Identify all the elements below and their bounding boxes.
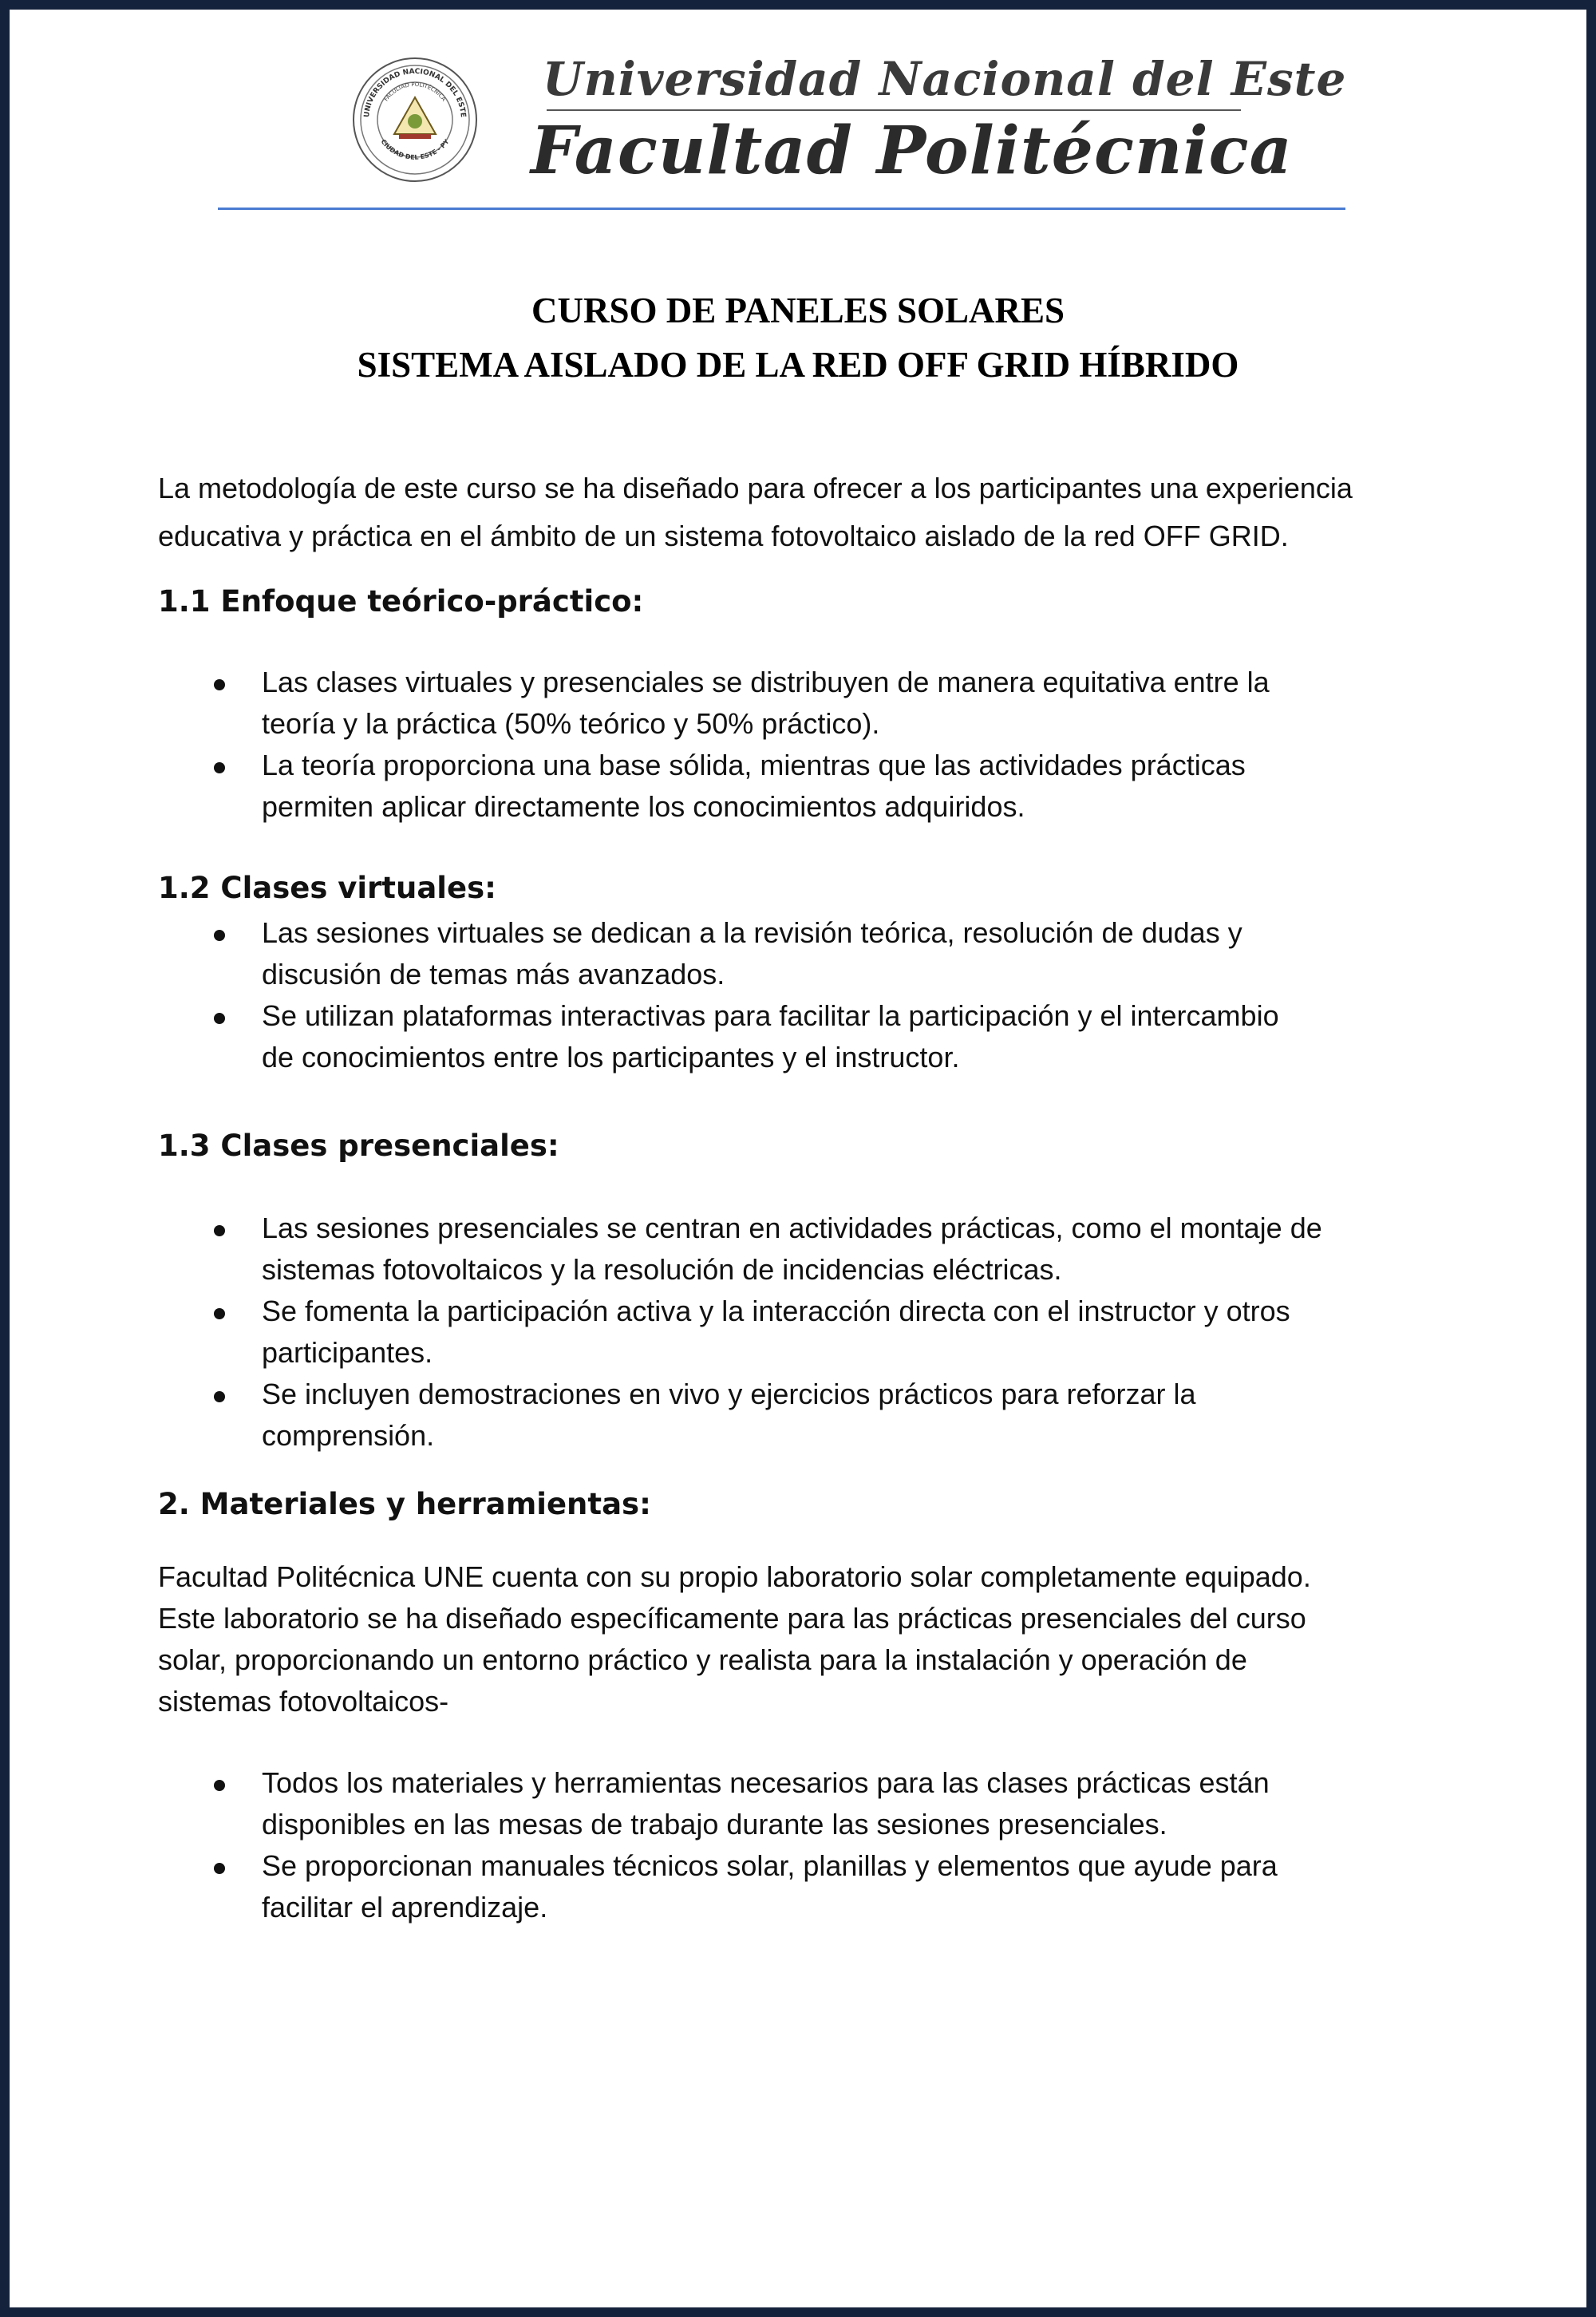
- section-1-1-list: [158, 662, 1403, 828]
- section-heading-1-3: 1.3 Clases presenciales:: [158, 1129, 559, 1163]
- section-heading-2: 2. Materiales y herramientas:: [158, 1487, 651, 1521]
- faculty-name: Facultad Politécnica: [531, 113, 1293, 189]
- list-item: Las sesiones presenciales se centran en actividades prácticas, como el montaje de sistemas fotovoltaicos y la resolución de incidencias eléctricas.: [158, 1208, 1403, 1291]
- intro-line: educativa y práctica en el ámbito de un sistema fotovoltaico aislado de la red OFF GRID.: [158, 520, 1289, 552]
- list-item: Se incluyen demostraciones en vivo y ejercicios prácticos para reforzar la comprensión.: [158, 1374, 1403, 1457]
- document-title: [0, 283, 1596, 392]
- section-heading-1-1: 1.1 Enfoque teórico-práctico:: [158, 584, 644, 619]
- bullet-icon: [214, 930, 225, 941]
- letterhead: [351, 52, 1347, 192]
- list-item: Se proporcionan manuales técnicos solar, planillas y elementos que ayude para facilitar el aprendizaje.: [158, 1845, 1403, 1928]
- section-1-3-list: [158, 1208, 1403, 1457]
- list-item: Se utilizan plataformas interactivas para facilitar la participación y el intercambio de conocimientos entre los participantes y el instructor.: [158, 995, 1403, 1078]
- bullet-icon: [214, 1391, 225, 1402]
- paragraph-line: Este laboratorio se ha diseñado específicamente para las prácticas presenciales del curso: [158, 1602, 1306, 1635]
- section-heading-1-2: 1.2 Clases virtuales:: [158, 871, 496, 905]
- paragraph-line: Facultad Politécnica UNE cuenta con su propio laboratorio solar completamente equipado.: [158, 1560, 1311, 1593]
- svg-text:FACULTAD POLITÉCNICA: FACULTAD POLITÉCNICA: [382, 81, 448, 103]
- title-line-1: CURSO DE PANELES SOLARES: [531, 291, 1065, 330]
- bullet-icon: [214, 1780, 225, 1791]
- header-divider: [218, 208, 1345, 210]
- bullet-icon: [214, 1013, 225, 1024]
- university-name-underline: [547, 109, 1241, 111]
- bullet-icon: [214, 1225, 225, 1236]
- section-1-2-list: [158, 912, 1403, 1078]
- list-item: Se fomenta la participación activa y la interacción directa con el instructor y otros participantes.: [158, 1291, 1403, 1374]
- university-name: Universidad Nacional del Este: [543, 52, 1347, 106]
- bullet-icon: [214, 1863, 225, 1874]
- list-item: Todos los materiales y herramientas necesarios para las clases prácticas están disponibles en las mesas de trabajo durante las sesiones presenciales.: [158, 1762, 1403, 1845]
- university-seal: [351, 56, 479, 184]
- list-item: Las clases virtuales y presenciales se distribuyen de manera equitativa entre la teoría y la práctica (50% teórico y 50% práctico).: [158, 662, 1403, 745]
- bullet-icon: [214, 1308, 225, 1319]
- list-item: La teoría proporciona una base sólida, mientras que las actividades prácticas permiten aplicar directamente los conocimientos adquiridos.: [158, 745, 1403, 828]
- bullet-icon: [214, 762, 225, 773]
- materials-paragraph: [158, 1556, 1403, 1722]
- svg-text:UNIVERSIDAD NACIONAL DEL ESTE: UNIVERSIDAD NACIONAL DEL ESTE: [362, 67, 467, 118]
- paragraph-line: sistemas fotovoltaicos-: [158, 1685, 449, 1718]
- intro-paragraph: [158, 465, 1403, 560]
- paragraph-line: solar, proporcionando un entorno práctico y realista para la instalación y operación de: [158, 1643, 1247, 1676]
- svg-text:CIUDAD DEL ESTE - PY: CIUDAD DEL ESTE - PY: [379, 137, 451, 161]
- bullet-icon: [214, 679, 225, 690]
- document-body: [158, 465, 1403, 1928]
- section-2-list: [158, 1762, 1403, 1928]
- list-item: Las sesiones virtuales se dedican a la revisión teórica, resolución de dudas y discusión de temas más avanzados.: [158, 912, 1403, 995]
- title-line-2: SISTEMA AISLADO DE LA RED OFF GRID HÍBRIDO: [357, 345, 1239, 385]
- intro-line: La metodología de este curso se ha diseñado para ofrecer a los participantes una experiencia: [158, 472, 1353, 504]
